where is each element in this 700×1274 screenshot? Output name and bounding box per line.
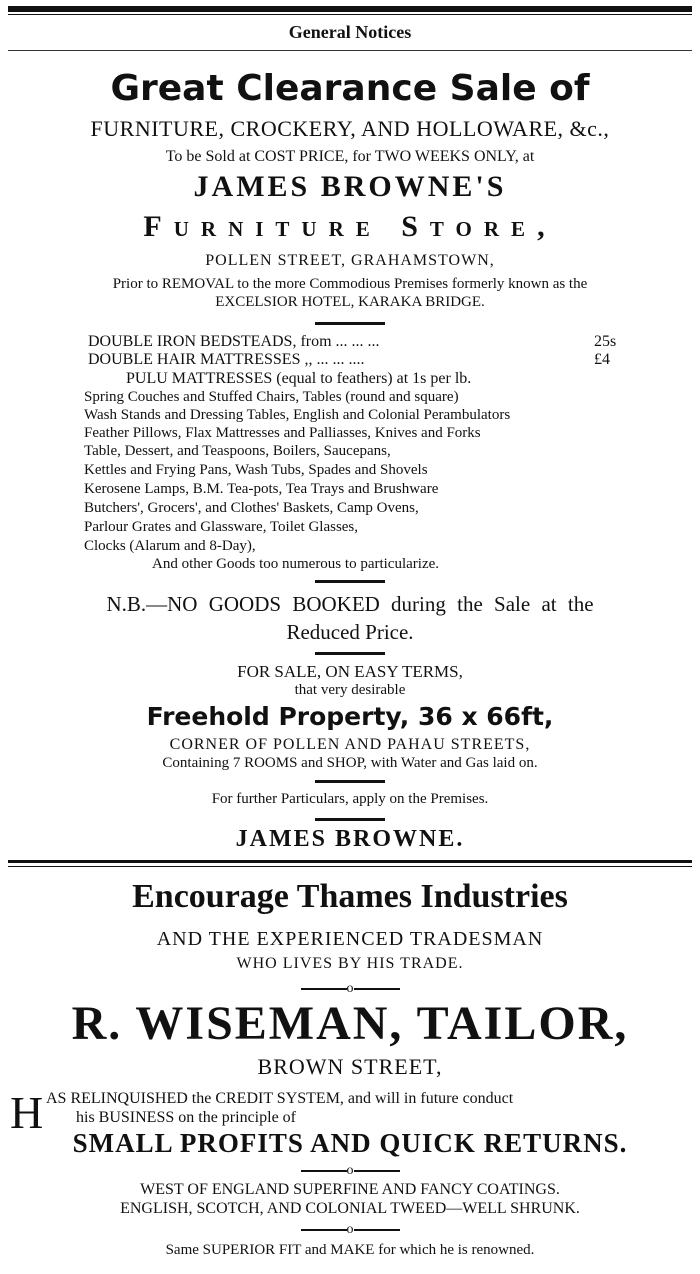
ornament-rule — [315, 580, 385, 583]
corner-line: CORNER OF POLLEN AND PAHAU STREETS, — [169, 736, 531, 753]
ad2-sub-2: WHO LIVES BY HIS TRADE. — [236, 955, 464, 972]
ornament-divider — [0, 981, 700, 997]
list-item: Butchers', Grocers', and Clothes' Baskets, Camp Ovens, — [84, 500, 419, 516]
containing-line: Containing 7 ROOMS and SHOP, with Water and Gas laid on. — [162, 755, 538, 771]
ornament-rule — [315, 818, 385, 821]
ad2-coatings: WEST OF ENGLAND SUPERFINE AND FANCY COATINGS. — [140, 1181, 560, 1198]
ad1-headline: Great Clearance Sale of — [110, 68, 590, 109]
header-rule — [8, 50, 692, 51]
ad2-body-1: AS RELINQUISHED the CREDIT SYSTEM, and will in future conduct — [46, 1090, 514, 1107]
desirable: that very desirable — [294, 682, 406, 698]
ad1-removal-1: Prior to REMOVAL to the more Commodious Premises formerly known as the — [112, 276, 588, 292]
ad2-motto: SMALL PROFITS AND QUICK RETURNS. — [72, 1128, 628, 1158]
ornament-divider — [0, 1163, 700, 1179]
nb-line-1: N.B.—NO GOODS BOOKED during the Sale at the — [106, 592, 594, 616]
ornament-line — [301, 1229, 347, 1231]
ornament-line — [301, 1170, 347, 1172]
ad-separator-thin — [8, 866, 692, 867]
list-item: Feather Pillows, Flax Mattresses and Palliasses, Knives and Forks — [84, 425, 481, 441]
dropcap-h: H — [10, 1087, 44, 1138]
price-mattresses: £4 — [594, 351, 610, 368]
ad2-sub-1: AND THE EXPERIENCED TRADESMAN — [156, 928, 544, 950]
ad2-tweeds: ENGLISH, SCOTCH, AND COLONIAL TWEED—WELL SHRUNK. — [120, 1200, 580, 1217]
top-thin-rule — [8, 14, 692, 15]
ornament-line — [354, 988, 400, 990]
ad2-street: BROWN STREET, — [257, 1054, 443, 1079]
list-item: Table, Dessert, and Teaspoons, Boilers, Saucepans, — [84, 443, 391, 459]
ad1-subhead: FURNITURE, CROCKERY, AND HOLLOWARE, &c., — [90, 116, 610, 141]
ornament-divider — [0, 1222, 700, 1238]
ornament-o: o — [346, 1163, 354, 1178]
price-bedsteads: 25s — [594, 333, 617, 350]
item-pulu: PULU MATTRESSES (equal to feathers) at 1s per lb. — [126, 370, 472, 387]
ornament-rule — [315, 652, 385, 655]
ornament-o: o — [346, 981, 354, 996]
ornament-rule — [315, 322, 385, 325]
ornament-rule — [315, 780, 385, 783]
ornament-line — [301, 988, 347, 990]
list-item: Kerosene Lamps, B.M. Tea-pots, Tea Trays and Brushware — [84, 481, 439, 497]
other-goods: And other Goods too numerous to particularize. — [152, 556, 440, 572]
list-item: Spring Couches and Stuffed Chairs, Tables (round and square) — [84, 389, 459, 405]
top-double-rule — [8, 6, 692, 12]
list-item: Wash Stands and Dressing Tables, English and Colonial Perambulators — [84, 407, 511, 423]
ornament-line — [354, 1170, 400, 1172]
property-headline: Freehold Property, 36 x 66ft, — [146, 702, 554, 731]
ad1-removal-2: EXCELSIOR HOTEL, KARAKA BRIDGE. — [215, 294, 485, 310]
ad1-merchant: JAMES BROWNE'S — [193, 170, 507, 203]
list-item: Clocks (Alarum and 8-Day), — [84, 538, 256, 554]
ornament-o: o — [346, 1222, 354, 1237]
ad2-fit: Same SUPERIOR FIT and MAKE for which he is renowned. — [165, 1242, 535, 1258]
ad2-headline: Encourage Thames Industries — [132, 878, 568, 915]
page-title: General Notices — [288, 22, 412, 42]
item-mattresses: DOUBLE HAIR MATTRESSES ,, ... ... .... — [88, 351, 365, 368]
signature: JAMES BROWNE. — [235, 826, 465, 852]
ad-separator — [8, 860, 692, 863]
item-bedsteads: DOUBLE IRON BEDSTEADS, from ... ... ... — [88, 333, 380, 350]
ad1-store: Furniture Store, — [143, 210, 557, 243]
for-sale: FOR SALE, ON EASY TERMS, — [237, 662, 463, 681]
nb-line-2: Reduced Price. — [286, 620, 414, 644]
list-item: Parlour Grates and Glassware, Toilet Glasses, — [84, 519, 359, 535]
particulars-line: For further Particulars, apply on the Premises. — [211, 791, 489, 807]
ad2-name: R. WISEMAN, TAILOR, — [71, 997, 629, 1050]
list-item: Kettles and Frying Pans, Wash Tubs, Spades and Shovels — [84, 462, 428, 478]
ad1-address: POLLEN STREET, GRAHAMSTOWN, — [205, 252, 495, 269]
ad1-sold-line: To be Sold at COST PRICE, for TWO WEEKS ONLY, at — [165, 148, 535, 165]
ad2-body-2: his BUSINESS on the principle of — [76, 1109, 296, 1126]
ornament-line — [354, 1229, 400, 1231]
